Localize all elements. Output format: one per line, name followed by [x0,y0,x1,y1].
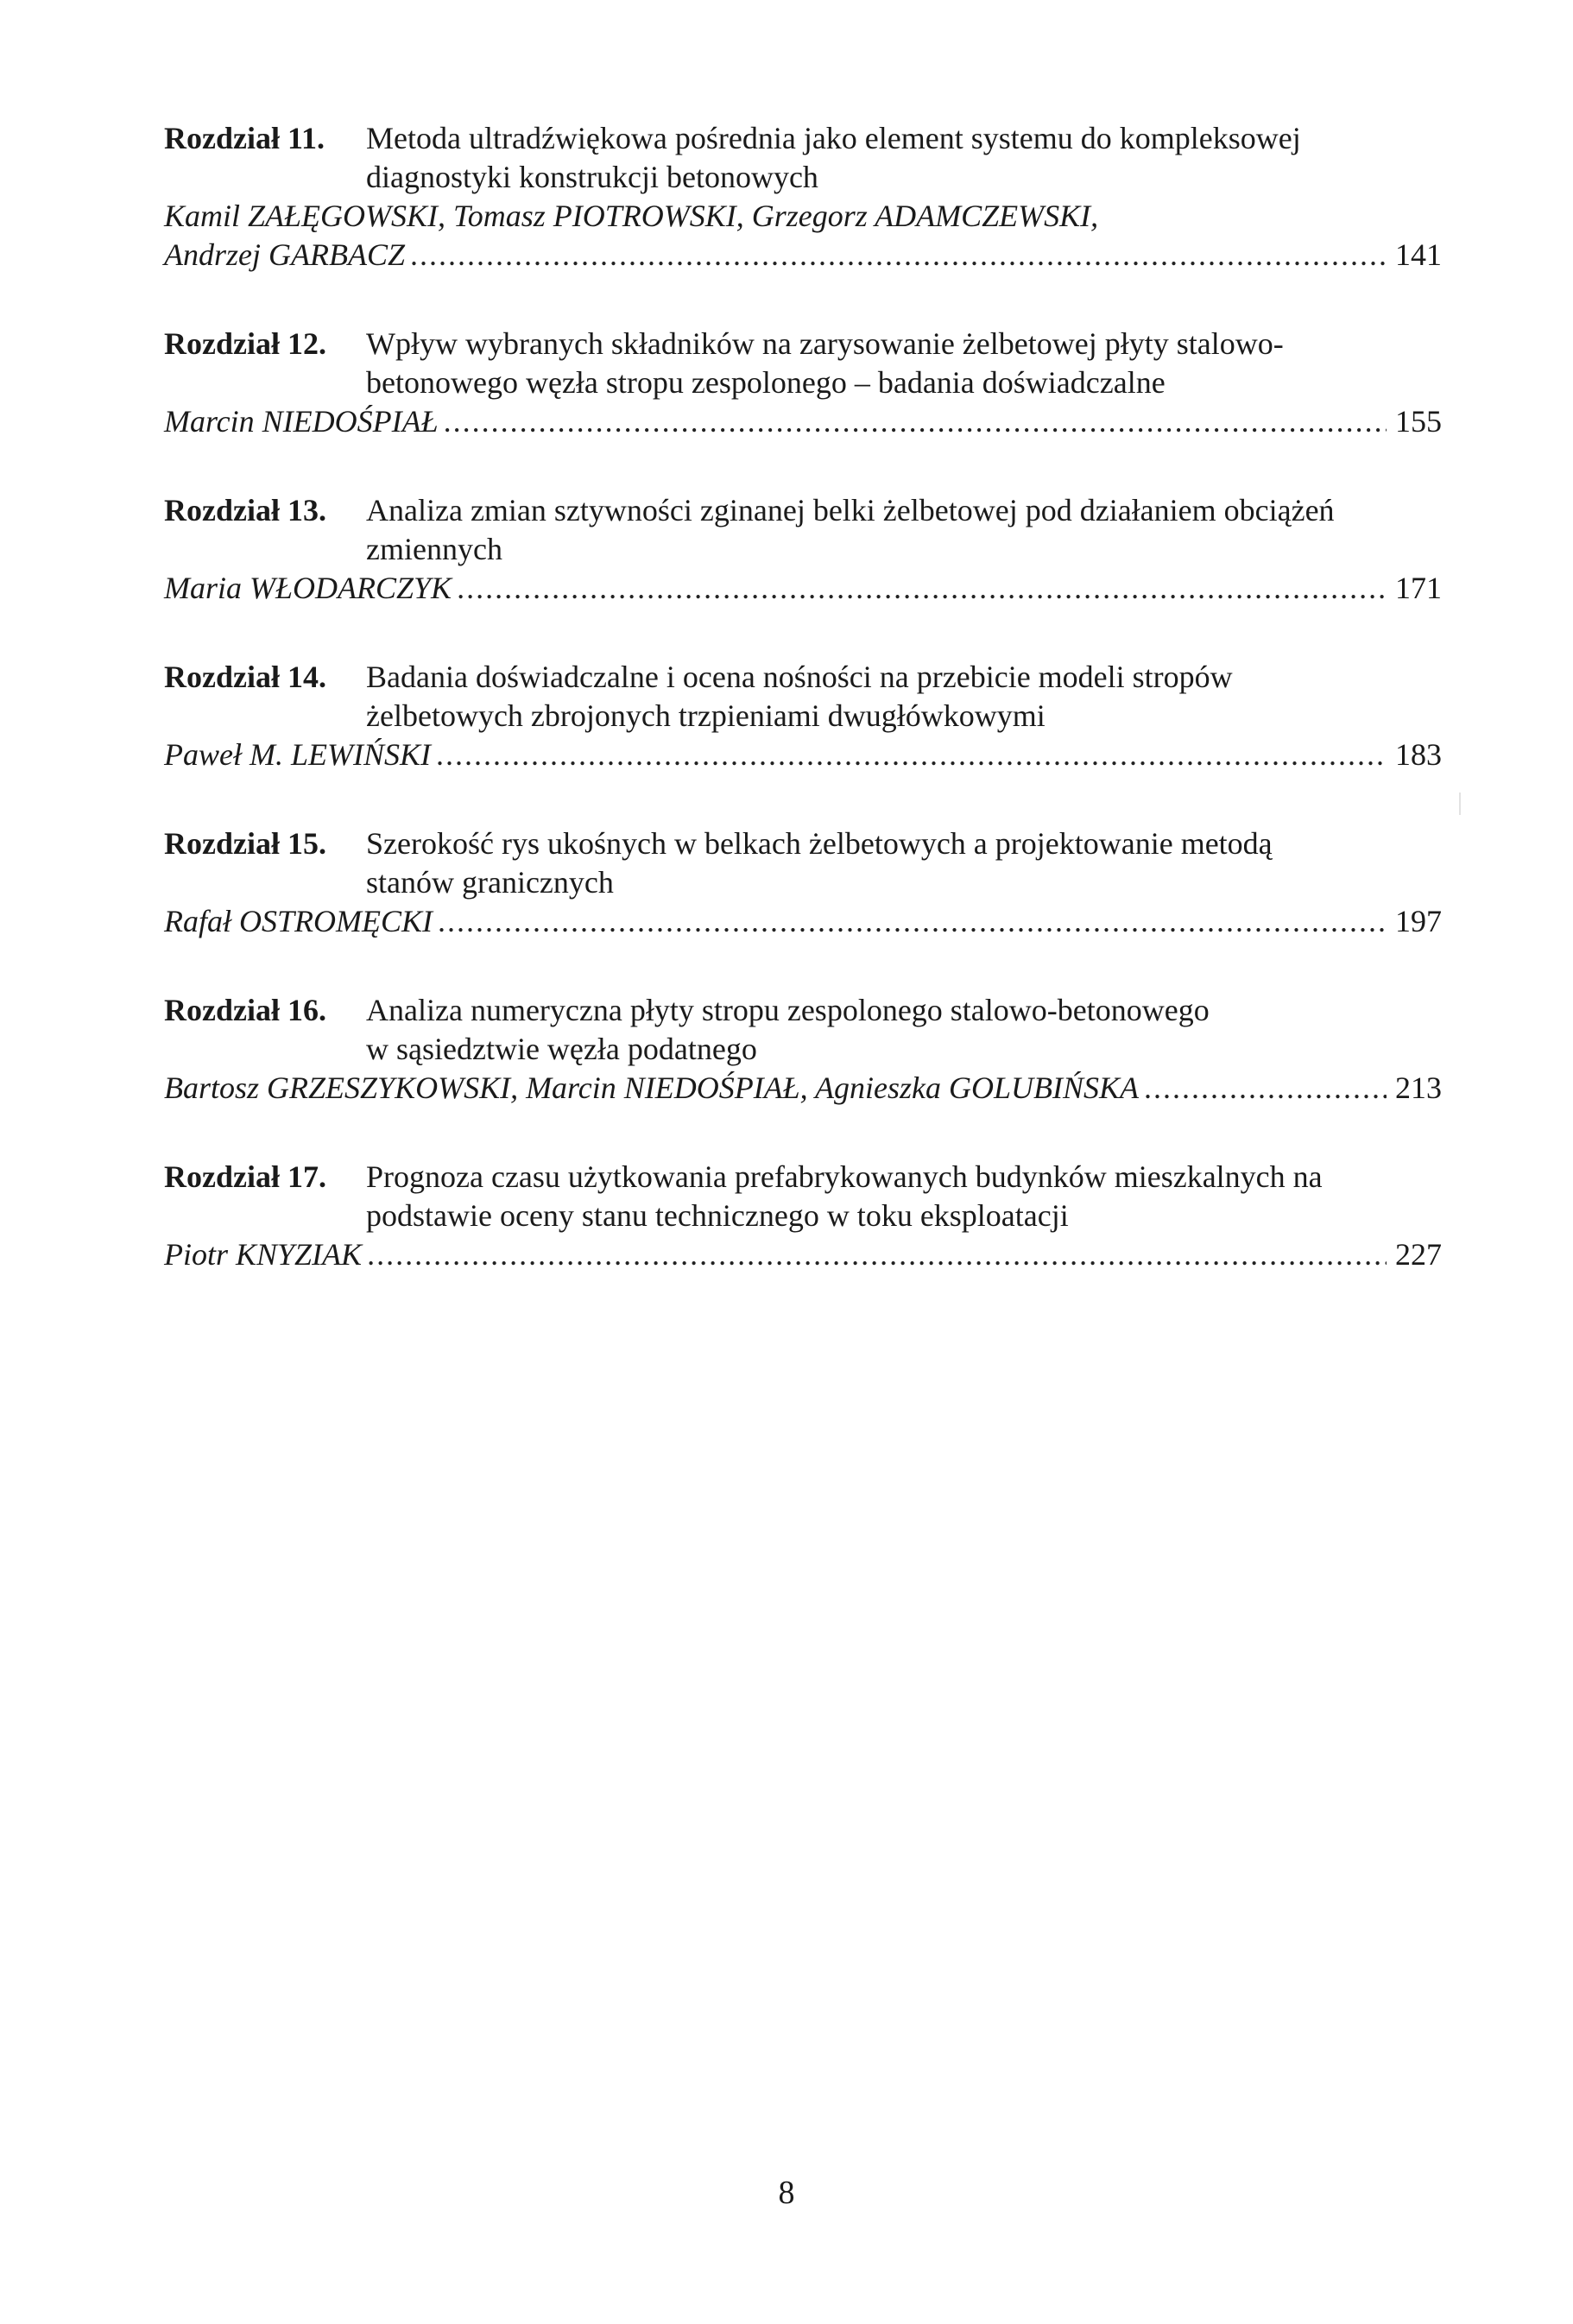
dot-leader [367,1235,1387,1274]
chapter-label: Rozdział 14. [164,660,326,694]
chapter-label: Rozdział 15. [164,826,326,861]
chapter-title [366,1158,1442,1235]
dot-leader [410,236,1387,275]
author-page-line [164,569,1442,608]
author-page-line [164,902,1442,941]
chapter-title-line: Wpływ wybranych składników na zarysowanie żelbetowej płyty stalowo- [366,326,1284,361]
chapter-label: Rozdział 17. [164,1159,326,1194]
toc-entry [164,1158,1442,1274]
chapter-title-line: Metoda ultradźwiękowa pośrednia jako element systemu do kompleksowej [366,121,1301,155]
author-page-line [164,236,1442,275]
chapter-title-line: w sąsiedztwie węzła podatnego [366,1032,757,1066]
chapter-label: Rozdział 13. [164,493,326,527]
chapter-authors [164,902,1442,941]
author-names: Marcin NIEDOŚPIAŁ [164,404,439,439]
dot-leader [436,736,1387,774]
dot-leader [438,902,1387,941]
table-of-contents [164,119,1442,1324]
chapter-authors [164,1235,1442,1274]
chapter-heading [164,119,1442,197]
toc-entry [164,325,1442,441]
author-page-line [164,402,1442,441]
chapter-label: Rozdział 16. [164,993,326,1027]
chapter-heading [164,991,1442,1069]
chapter-title [366,325,1442,402]
page-reference: 213 [1395,1070,1442,1105]
page-number: 8 [778,2175,795,2211]
chapter-title [366,658,1442,736]
toc-entry [164,991,1442,1108]
chapter-heading [164,658,1442,736]
chapter-title-line: podstawie oceny stanu technicznego w toku eksploatacji [366,1198,1069,1233]
chapter-title [366,491,1442,569]
dot-leader [457,569,1387,608]
chapter-label: Rozdział 11. [164,121,325,155]
page-reference: 197 [1395,904,1442,938]
chapter-title-line: Prognoza czasu użytkowania prefabrykowanych budynków mieszkalnych na [366,1159,1323,1194]
author-page-line [164,1235,1442,1274]
page-reference: 141 [1395,237,1442,272]
chapter-title [366,824,1442,902]
author-names: Maria WŁODARCZYK [164,571,452,605]
chapter-title-line: zmiennych [366,532,502,566]
toc-entry [164,824,1442,941]
author-names: Bartosz GRZESZYKOWSKI, Marcin NIEDOŚPIAŁ, Agnieszka GOLUBIŃSKA [164,1070,1140,1105]
author-names: Piotr KNYZIAK [164,1237,363,1272]
chapter-heading [164,491,1442,569]
chapter-label: Rozdział 12. [164,326,326,361]
toc-entry [164,658,1442,774]
page-reference: 171 [1395,571,1442,605]
dot-leader [1144,1069,1387,1108]
chapter-authors [164,569,1442,608]
author-line: Kamil ZAŁĘGOWSKI, Tomasz PIOTROWSKI, Grzegorz ADAMCZEWSKI, [164,199,1099,233]
toc-entry [164,491,1442,608]
author-page-line [164,736,1442,774]
chapter-authors [164,1069,1442,1108]
chapter-title [366,991,1442,1069]
author-names: Andrzej GARBACZ [164,237,405,272]
chapter-authors [164,736,1442,774]
author-names: Rafał OSTROMĘCKI [164,904,433,938]
chapter-title-line: żelbetowych zbrojonych trzpieniami dwugłówkowymi [366,698,1046,733]
chapter-heading [164,824,1442,902]
chapter-title [366,119,1442,197]
dot-leader [444,402,1387,441]
page-reference: 155 [1395,404,1442,439]
chapter-heading [164,1158,1442,1235]
toc-entry [164,119,1442,275]
chapter-title-line: Badania doświadczalne i ocena nośności na przebicie modeli stropów [366,660,1233,694]
author-names: Paweł M. LEWIŃSKI [164,737,431,772]
page-reference: 227 [1395,1237,1442,1272]
author-page-line [164,1069,1442,1108]
chapter-authors [164,402,1442,441]
chapter-title-line: stanów granicznych [366,865,614,900]
chapter-title-line: diagnostyki konstrukcji betonowych [366,160,818,194]
chapter-heading [164,325,1442,402]
scan-artifact [1459,793,1461,815]
chapter-authors [164,197,1442,275]
chapter-title-line: Szerokość rys ukośnych w belkach żelbetowych a projektowanie metodą [366,826,1273,861]
chapter-title-line: Analiza numeryczna płyty stropu zespolonego stalowo-betonowego [366,993,1210,1027]
page-reference: 183 [1395,737,1442,772]
chapter-title-line: Analiza zmian sztywności zginanej belki żelbetowej pod działaniem obciążeń [366,493,1335,527]
chapter-title-line: betonowego węzła stropu zespolonego – badania doświadczalne [366,365,1166,400]
